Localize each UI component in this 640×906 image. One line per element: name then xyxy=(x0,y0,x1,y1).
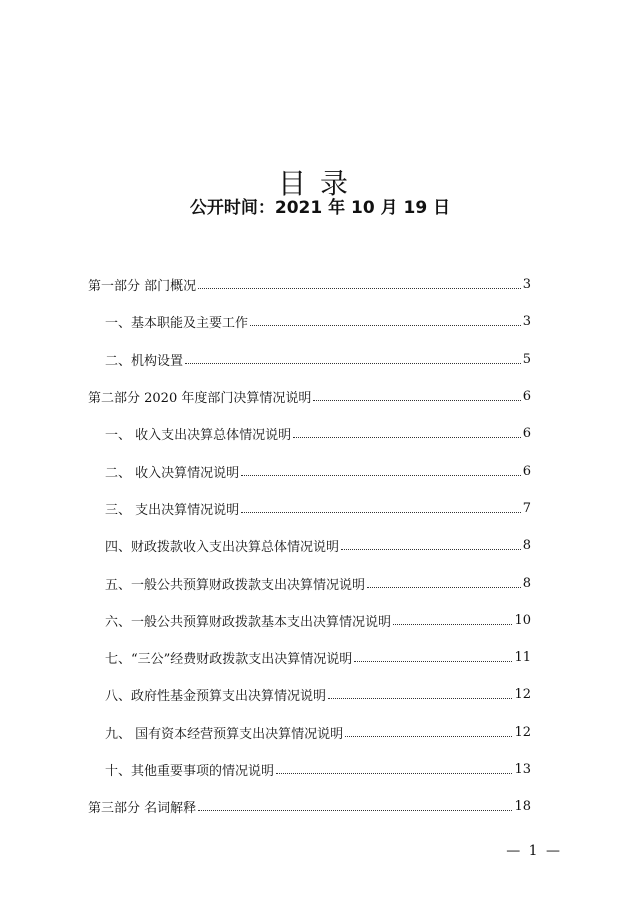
toc-entry-label: 二、机构设置 xyxy=(105,353,184,369)
toc-entry-page: 8 xyxy=(522,575,531,591)
toc-leader-dots xyxy=(393,624,512,625)
toc-entry[interactable] xyxy=(88,415,531,452)
toc-entry-page: 3 xyxy=(522,277,531,293)
toc-entry-label: 六、一般公共预算财政拨款基本支出决算情况说明 xyxy=(105,614,392,630)
toc-entry[interactable] xyxy=(88,602,531,639)
toc-leader-dots xyxy=(367,587,521,588)
toc-entry-label: 七、“三公”经费财政拨款支出决算情况说明 xyxy=(105,652,353,668)
toc-entry-label: 第二部分 2020 年度部门决算情况说明 xyxy=(88,391,312,407)
toc-leader-dots xyxy=(198,810,512,811)
toc-leader-dots xyxy=(241,475,521,476)
toc-entry-page: 3 xyxy=(522,314,531,330)
toc-leader-dots xyxy=(241,512,521,513)
toc-entry-label: 十、其他重要事项的情况说明 xyxy=(105,764,275,779)
toc-leader-dots xyxy=(276,773,512,774)
toc-entry[interactable] xyxy=(88,266,531,303)
toc-entry[interactable] xyxy=(88,527,531,564)
toc-entry-page: 6 xyxy=(522,389,531,405)
toc-entry[interactable] xyxy=(88,676,531,713)
toc-entry-page: 6 xyxy=(522,463,531,479)
toc-entry-page: 18 xyxy=(514,799,531,815)
toc-entry-page: 12 xyxy=(514,687,531,703)
toc-entry-page: 8 xyxy=(522,538,531,554)
toc-entry-page: 10 xyxy=(514,612,531,628)
toc-entry[interactable] xyxy=(88,788,531,825)
toc-leader-dots xyxy=(345,736,512,737)
toc-entry-label: 一、 收入支出决算总体情况说明 xyxy=(105,428,292,444)
toc-entry[interactable] xyxy=(88,490,531,527)
toc-entry[interactable] xyxy=(88,452,531,489)
toc-leader-dots xyxy=(198,288,521,289)
toc-leader-dots xyxy=(293,437,521,438)
toc-entry-label: 第三部分 名词解释 xyxy=(88,801,197,817)
toc-leader-dots xyxy=(354,661,512,662)
toc-entry[interactable] xyxy=(88,751,531,788)
toc-entry-label: 九、 国有资本经营预算支出决算情况说明 xyxy=(105,726,344,742)
toc-leader-dots xyxy=(250,325,521,326)
page-title: 目录 xyxy=(277,166,362,200)
toc-entry-page: 7 xyxy=(522,500,531,516)
toc-leader-dots xyxy=(313,400,520,401)
toc-entry-label: 四、财政拨款收入支出决算总体情况说明 xyxy=(105,540,340,556)
toc-entry-label: 二、 收入决算情况说明 xyxy=(105,465,240,481)
toc-entry-page: 5 xyxy=(522,351,531,367)
toc-entry-page: 13 xyxy=(514,762,531,777)
toc-entry[interactable] xyxy=(88,714,531,751)
toc-entry-page: 11 xyxy=(514,650,531,666)
toc-entry-label: 八、政府性基金预算支出决算情况说明 xyxy=(105,689,327,705)
toc-entry[interactable] xyxy=(88,378,531,415)
publish-date: 公开时间：2021 年 10 月 19 日 xyxy=(189,198,451,218)
toc-entry[interactable] xyxy=(88,341,531,378)
toc-leader-dots xyxy=(185,363,521,364)
toc-entry-label: 第一部分 部门概况 xyxy=(88,279,197,295)
toc-entry-page: 12 xyxy=(514,724,531,740)
toc-entry[interactable] xyxy=(88,639,531,676)
toc-entry[interactable] xyxy=(88,303,531,340)
toc-entry-label: 三、 支出决算情况说明 xyxy=(105,502,240,518)
page-number-footer: — 1 — xyxy=(506,843,562,859)
toc-entry-label: 一、基本职能及主要工作 xyxy=(105,316,249,332)
toc-entry[interactable] xyxy=(88,564,531,601)
toc-entry-page: 6 xyxy=(522,426,531,442)
toc-leader-dots xyxy=(341,549,521,550)
toc-entry-label: 五、一般公共预算财政拨款支出决算情况说明 xyxy=(105,577,366,593)
toc-leader-dots xyxy=(328,698,512,699)
table-of-contents xyxy=(88,266,531,825)
